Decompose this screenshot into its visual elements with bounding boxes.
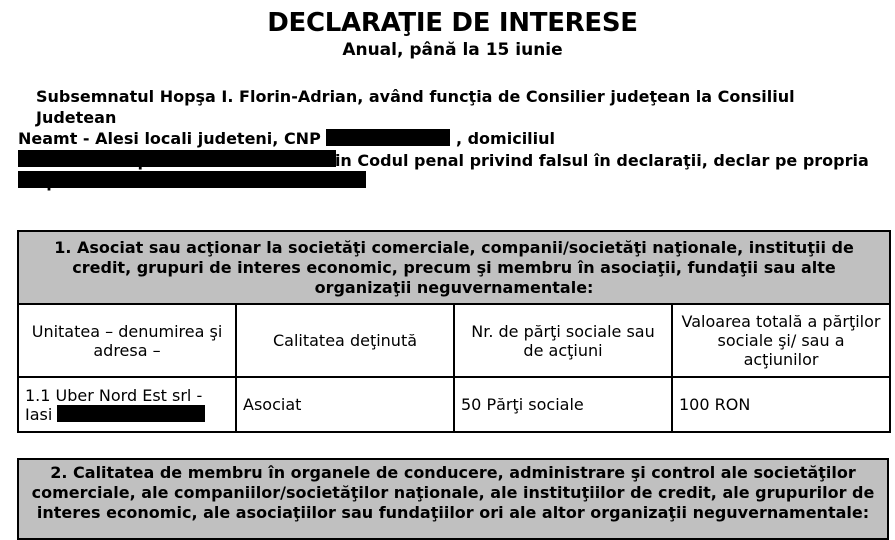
column-value: Valoarea totală a părţilor sociale şi/ sau a acţiunilor [672, 304, 890, 377]
column-unit: Unitatea – denumirea şi adresa – [18, 304, 236, 377]
table-row [18, 377, 890, 432]
section-2-heading: 2. Calitatea de membru în organele de conducere, administrare şi control ale societăţilor comerciale, ale companiilor/societăţilor naţionale, ale instituţiilor de credit, ale grupurilor de interes economic, ale asociaţiilor sau fundaţiilor ori ale altor organizaţii neguvernamentale: [18, 459, 888, 539]
address-label: , domiciliul [455, 129, 556, 148]
redacted-cnp [326, 129, 450, 146]
section-2-table [17, 458, 889, 540]
statement-line-2: răspundere: [18, 172, 128, 191]
section-1-table [17, 230, 891, 433]
declarant-statement [18, 150, 878, 192]
document-title: DECLARAŢIE DE INTERESE [267, 8, 638, 38]
statement-line-1: cunoscând prevederile art. 292 din Codul penal privind falsul în declaraţii, declar pe propria [36, 151, 869, 170]
declarant-line-1: Subsemnatul Hopşa I. Florin-Adrian, având funcţia de Consilier judeţean la Consiliul Judetean [36, 87, 795, 127]
cnp-label: Neamt - Alesi locali judeteni, CNP [18, 129, 321, 148]
row-unit: 1.1 Uber Nord Est srl - Iasi [18, 377, 236, 432]
column-role: Calitatea deţinută [236, 304, 454, 377]
redacted-unit-address [57, 405, 205, 422]
row-role: Asociat [236, 377, 454, 432]
column-shares: Nr. de părţi sociale sau de acţiuni [454, 304, 672, 377]
row-shares: 50 Părţi sociale [454, 377, 672, 432]
row-value: 100 RON [672, 377, 890, 432]
document-subtitle: Anual, până la 15 iunie [342, 40, 563, 60]
section-1-heading: 1. Asociat sau acţionar la societăţi comerciale, companii/societăţi naţionale, instituţii de credit, grupuri de interes economic, precum şi membru în asociaţii, fundaţii sau alte organizaţii neguvernamentale: [18, 231, 890, 304]
